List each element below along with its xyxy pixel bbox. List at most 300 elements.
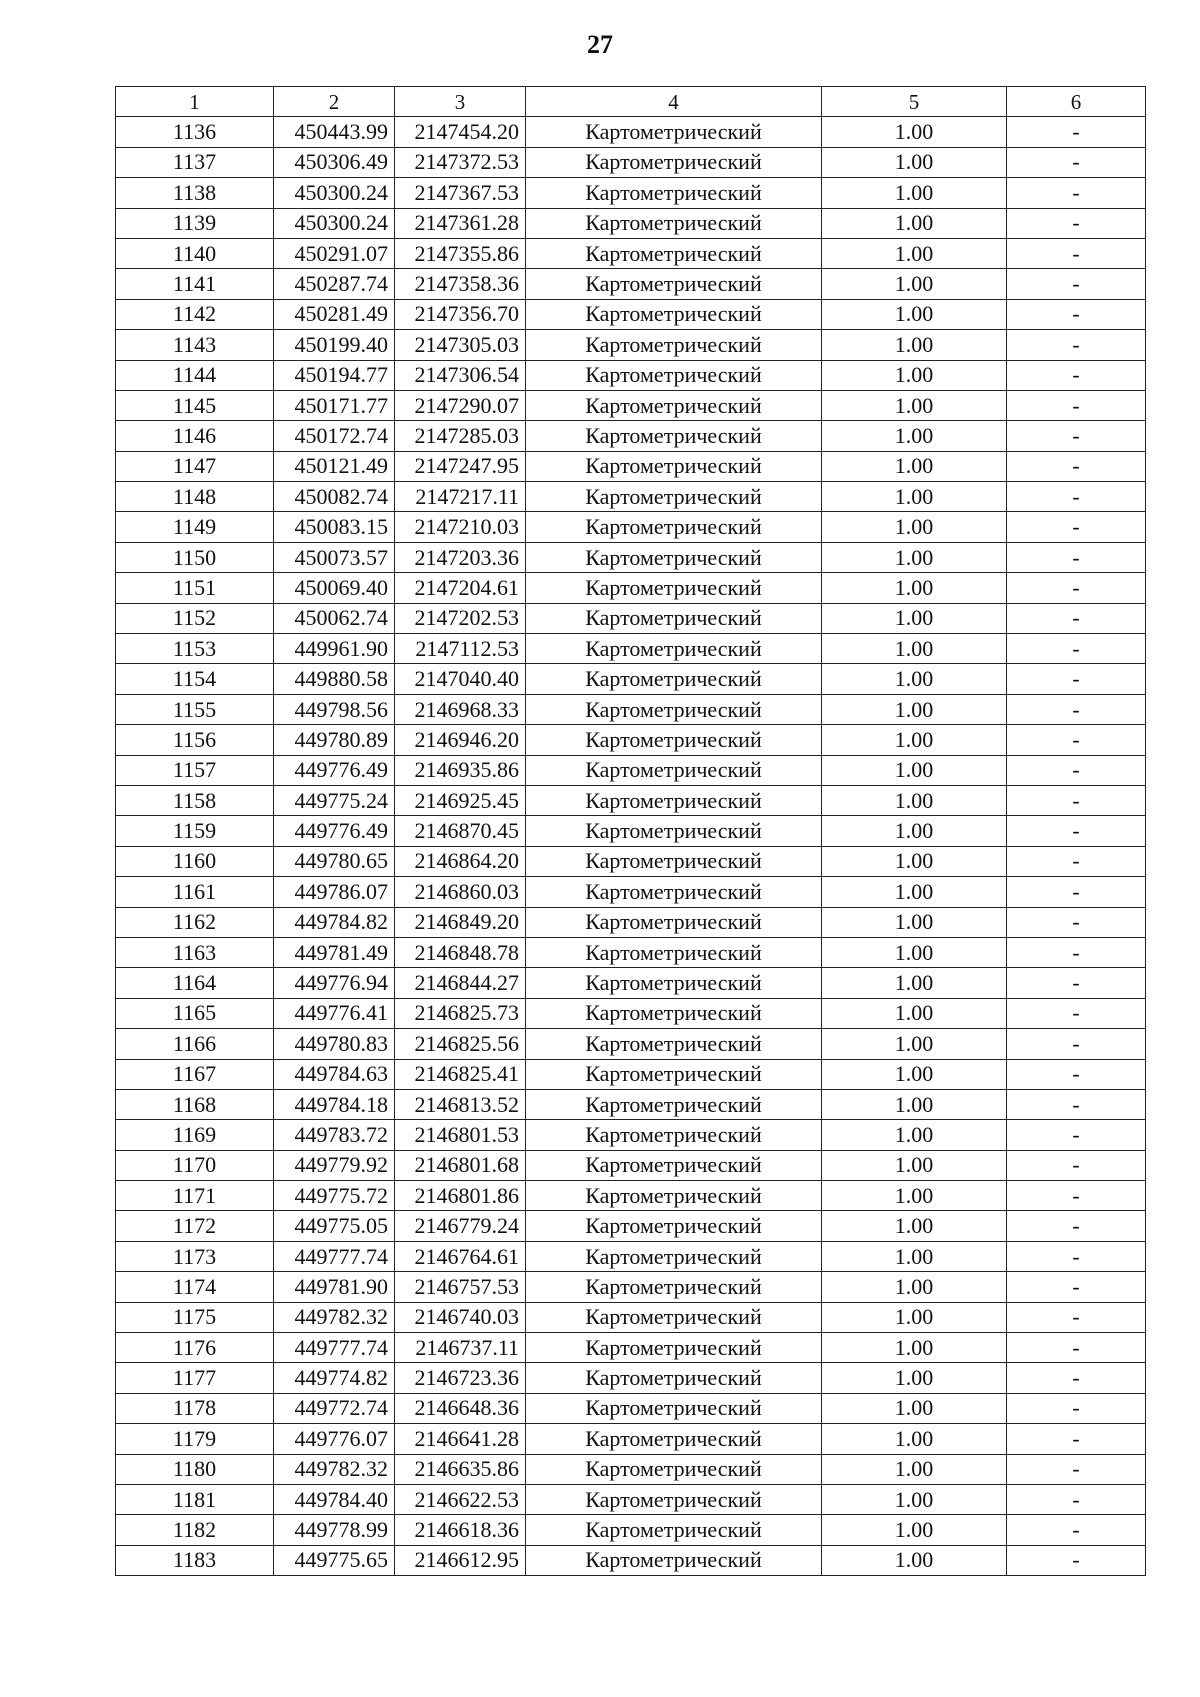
table-row	[116, 1272, 1146, 1302]
y-coordinate-cell: 2146813.52	[395, 1089, 526, 1119]
description-cell: -	[1007, 907, 1146, 937]
y-coordinate-cell: 2146801.86	[395, 1181, 526, 1211]
x-coordinate-cell: 449776.49	[274, 816, 395, 846]
method-cell: Картометрический	[526, 1302, 822, 1332]
table-row	[116, 299, 1146, 329]
table-row	[116, 968, 1146, 998]
method-cell: Картометрический	[526, 451, 822, 481]
table-header	[116, 87, 1146, 117]
y-coordinate-cell: 2147285.03	[395, 421, 526, 451]
accuracy-cell: 1.00	[822, 1484, 1007, 1514]
table-row	[116, 1150, 1146, 1180]
accuracy-cell: 1.00	[822, 907, 1007, 937]
method-cell: Картометрический	[526, 1211, 822, 1241]
table-row	[116, 178, 1146, 208]
table-row	[116, 147, 1146, 177]
method-cell: Картометрический	[526, 725, 822, 755]
y-coordinate-cell: 2146946.20	[395, 725, 526, 755]
y-coordinate-cell: 2147372.53	[395, 147, 526, 177]
x-coordinate-cell: 449775.65	[274, 1545, 395, 1575]
accuracy-cell: 1.00	[822, 482, 1007, 512]
column-header-1: 1	[116, 87, 274, 117]
point-number-cell: 1176	[116, 1333, 274, 1363]
accuracy-cell: 1.00	[822, 238, 1007, 268]
y-coordinate-cell: 2147358.36	[395, 269, 526, 299]
x-coordinate-cell: 449782.32	[274, 1302, 395, 1332]
y-coordinate-cell: 2146723.36	[395, 1363, 526, 1393]
table-row	[116, 937, 1146, 967]
description-cell: -	[1007, 785, 1146, 815]
point-number-cell: 1156	[116, 725, 274, 755]
y-coordinate-cell: 2146825.56	[395, 1029, 526, 1059]
table-row	[116, 1545, 1146, 1575]
accuracy-cell: 1.00	[822, 634, 1007, 664]
table-row	[116, 1454, 1146, 1484]
point-number-cell: 1153	[116, 634, 274, 664]
y-coordinate-cell: 2147247.95	[395, 451, 526, 481]
point-number-cell: 1181	[116, 1484, 274, 1514]
description-cell: -	[1007, 1484, 1146, 1514]
point-number-cell: 1183	[116, 1545, 274, 1575]
coordinates-table	[115, 86, 1146, 1576]
x-coordinate-cell: 450073.57	[274, 542, 395, 572]
point-number-cell: 1172	[116, 1211, 274, 1241]
method-cell: Картометрический	[526, 1393, 822, 1423]
method-cell: Картометрический	[526, 1181, 822, 1211]
point-number-cell: 1180	[116, 1454, 274, 1484]
y-coordinate-cell: 2147305.03	[395, 330, 526, 360]
method-cell: Картометрический	[526, 877, 822, 907]
description-cell: -	[1007, 1333, 1146, 1363]
point-number-cell: 1159	[116, 816, 274, 846]
accuracy-cell: 1.00	[822, 877, 1007, 907]
x-coordinate-cell: 450082.74	[274, 482, 395, 512]
x-coordinate-cell: 450306.49	[274, 147, 395, 177]
accuracy-cell: 1.00	[822, 937, 1007, 967]
y-coordinate-cell: 2146757.53	[395, 1272, 526, 1302]
description-cell: -	[1007, 1302, 1146, 1332]
x-coordinate-cell: 450281.49	[274, 299, 395, 329]
accuracy-cell: 1.00	[822, 603, 1007, 633]
description-cell: -	[1007, 1424, 1146, 1454]
y-coordinate-cell: 2147204.61	[395, 573, 526, 603]
x-coordinate-cell: 450194.77	[274, 360, 395, 390]
column-header-3: 3	[395, 87, 526, 117]
point-number-cell: 1151	[116, 573, 274, 603]
y-coordinate-cell: 2147112.53	[395, 634, 526, 664]
accuracy-cell: 1.00	[822, 1302, 1007, 1332]
method-cell: Картометрический	[526, 512, 822, 542]
point-number-cell: 1157	[116, 755, 274, 785]
method-cell: Картометрический	[526, 1150, 822, 1180]
x-coordinate-cell: 449783.72	[274, 1120, 395, 1150]
accuracy-cell: 1.00	[822, 785, 1007, 815]
x-coordinate-cell: 449784.82	[274, 907, 395, 937]
description-cell: -	[1007, 1545, 1146, 1575]
description-cell: -	[1007, 998, 1146, 1028]
y-coordinate-cell: 2147217.11	[395, 482, 526, 512]
accuracy-cell: 1.00	[822, 1272, 1007, 1302]
accuracy-cell: 1.00	[822, 421, 1007, 451]
y-coordinate-cell: 2147356.70	[395, 299, 526, 329]
table-row	[116, 1059, 1146, 1089]
point-number-cell: 1182	[116, 1515, 274, 1545]
y-coordinate-cell: 2147202.53	[395, 603, 526, 633]
description-cell: -	[1007, 1515, 1146, 1545]
x-coordinate-cell: 450300.24	[274, 208, 395, 238]
method-cell: Картометрический	[526, 1545, 822, 1575]
table-row	[116, 1089, 1146, 1119]
method-cell: Картометрический	[526, 1484, 822, 1514]
method-cell: Картометрический	[526, 238, 822, 268]
description-cell: -	[1007, 1393, 1146, 1423]
x-coordinate-cell: 449784.40	[274, 1484, 395, 1514]
method-cell: Картометрический	[526, 846, 822, 876]
method-cell: Картометрический	[526, 785, 822, 815]
method-cell: Картометрический	[526, 178, 822, 208]
description-cell: -	[1007, 664, 1146, 694]
accuracy-cell: 1.00	[822, 451, 1007, 481]
table-row	[116, 1029, 1146, 1059]
table-row	[116, 117, 1146, 147]
accuracy-cell: 1.00	[822, 1211, 1007, 1241]
description-cell: -	[1007, 1211, 1146, 1241]
description-cell: -	[1007, 178, 1146, 208]
description-cell: -	[1007, 877, 1146, 907]
description-cell: -	[1007, 238, 1146, 268]
x-coordinate-cell: 449777.74	[274, 1241, 395, 1271]
y-coordinate-cell: 2146844.27	[395, 968, 526, 998]
method-cell: Картометрический	[526, 1272, 822, 1302]
description-cell: -	[1007, 634, 1146, 664]
x-coordinate-cell: 449776.94	[274, 968, 395, 998]
method-cell: Картометрический	[526, 269, 822, 299]
x-coordinate-cell: 449778.99	[274, 1515, 395, 1545]
method-cell: Картометрический	[526, 816, 822, 846]
accuracy-cell: 1.00	[822, 269, 1007, 299]
method-cell: Картометрический	[526, 208, 822, 238]
method-cell: Картометрический	[526, 664, 822, 694]
y-coordinate-cell: 2146635.86	[395, 1454, 526, 1484]
accuracy-cell: 1.00	[822, 1181, 1007, 1211]
x-coordinate-cell: 450300.24	[274, 178, 395, 208]
accuracy-cell: 1.00	[822, 178, 1007, 208]
description-cell: -	[1007, 330, 1146, 360]
description-cell: -	[1007, 694, 1146, 724]
accuracy-cell: 1.00	[822, 512, 1007, 542]
accuracy-cell: 1.00	[822, 573, 1007, 603]
table-row	[116, 634, 1146, 664]
accuracy-cell: 1.00	[822, 1363, 1007, 1393]
y-coordinate-cell: 2147355.86	[395, 238, 526, 268]
accuracy-cell: 1.00	[822, 725, 1007, 755]
method-cell: Картометрический	[526, 1515, 822, 1545]
method-cell: Картометрический	[526, 482, 822, 512]
method-cell: Картометрический	[526, 1454, 822, 1484]
method-cell: Картометрический	[526, 360, 822, 390]
description-cell: -	[1007, 1120, 1146, 1150]
point-number-cell: 1142	[116, 299, 274, 329]
column-header-6: 6	[1007, 87, 1146, 117]
point-number-cell: 1140	[116, 238, 274, 268]
point-number-cell: 1165	[116, 998, 274, 1028]
accuracy-cell: 1.00	[822, 664, 1007, 694]
accuracy-cell: 1.00	[822, 1029, 1007, 1059]
accuracy-cell: 1.00	[822, 998, 1007, 1028]
description-cell: -	[1007, 1029, 1146, 1059]
description-cell: -	[1007, 1454, 1146, 1484]
accuracy-cell: 1.00	[822, 755, 1007, 785]
y-coordinate-cell: 2146618.36	[395, 1515, 526, 1545]
table-row	[116, 269, 1146, 299]
x-coordinate-cell: 450121.49	[274, 451, 395, 481]
description-cell: -	[1007, 1241, 1146, 1271]
point-number-cell: 1137	[116, 147, 274, 177]
point-number-cell: 1178	[116, 1393, 274, 1423]
point-number-cell: 1164	[116, 968, 274, 998]
description-cell: -	[1007, 1272, 1146, 1302]
column-header-2: 2	[274, 87, 395, 117]
method-cell: Картометрический	[526, 907, 822, 937]
accuracy-cell: 1.00	[822, 299, 1007, 329]
y-coordinate-cell: 2147040.40	[395, 664, 526, 694]
point-number-cell: 1158	[116, 785, 274, 815]
table-row	[116, 1333, 1146, 1363]
x-coordinate-cell: 450069.40	[274, 573, 395, 603]
x-coordinate-cell: 450199.40	[274, 330, 395, 360]
x-coordinate-cell: 449781.90	[274, 1272, 395, 1302]
table-body	[116, 117, 1146, 1576]
point-number-cell: 1160	[116, 846, 274, 876]
x-coordinate-cell: 450291.07	[274, 238, 395, 268]
method-cell: Картометрический	[526, 1029, 822, 1059]
point-number-cell: 1152	[116, 603, 274, 633]
point-number-cell: 1141	[116, 269, 274, 299]
table-row	[116, 1181, 1146, 1211]
table-row	[116, 1120, 1146, 1150]
accuracy-cell: 1.00	[822, 117, 1007, 147]
description-cell: -	[1007, 117, 1146, 147]
x-coordinate-cell: 449779.92	[274, 1150, 395, 1180]
accuracy-cell: 1.00	[822, 1241, 1007, 1271]
x-coordinate-cell: 449782.32	[274, 1454, 395, 1484]
x-coordinate-cell: 449776.41	[274, 998, 395, 1028]
table-row	[116, 755, 1146, 785]
point-number-cell: 1163	[116, 937, 274, 967]
accuracy-cell: 1.00	[822, 1150, 1007, 1180]
point-number-cell: 1148	[116, 482, 274, 512]
x-coordinate-cell: 449776.07	[274, 1424, 395, 1454]
table-row	[116, 1363, 1146, 1393]
table-row	[116, 238, 1146, 268]
method-cell: Картометрический	[526, 1424, 822, 1454]
point-number-cell: 1154	[116, 664, 274, 694]
point-number-cell: 1143	[116, 330, 274, 360]
x-coordinate-cell: 449961.90	[274, 634, 395, 664]
description-cell: -	[1007, 208, 1146, 238]
table-row	[116, 421, 1146, 451]
x-coordinate-cell: 449780.83	[274, 1029, 395, 1059]
description-cell: -	[1007, 390, 1146, 420]
y-coordinate-cell: 2146825.41	[395, 1059, 526, 1089]
column-header-4: 4	[526, 87, 822, 117]
accuracy-cell: 1.00	[822, 1545, 1007, 1575]
accuracy-cell: 1.00	[822, 1333, 1007, 1363]
description-cell: -	[1007, 1181, 1146, 1211]
table-row	[116, 1302, 1146, 1332]
x-coordinate-cell: 449777.74	[274, 1333, 395, 1363]
y-coordinate-cell: 2147361.28	[395, 208, 526, 238]
point-number-cell: 1177	[116, 1363, 274, 1393]
point-number-cell: 1169	[116, 1120, 274, 1150]
description-cell: -	[1007, 1150, 1146, 1180]
method-cell: Картометрический	[526, 968, 822, 998]
accuracy-cell: 1.00	[822, 147, 1007, 177]
description-cell: -	[1007, 269, 1146, 299]
y-coordinate-cell: 2147203.36	[395, 542, 526, 572]
point-number-cell: 1161	[116, 877, 274, 907]
accuracy-cell: 1.00	[822, 208, 1007, 238]
x-coordinate-cell: 450443.99	[274, 117, 395, 147]
x-coordinate-cell: 449775.05	[274, 1211, 395, 1241]
method-cell: Картометрический	[526, 117, 822, 147]
method-cell: Картометрический	[526, 937, 822, 967]
y-coordinate-cell: 2146737.11	[395, 1333, 526, 1363]
x-coordinate-cell: 449784.63	[274, 1059, 395, 1089]
x-coordinate-cell: 449775.24	[274, 785, 395, 815]
x-coordinate-cell: 449781.49	[274, 937, 395, 967]
y-coordinate-cell: 2146779.24	[395, 1211, 526, 1241]
table-row	[116, 846, 1146, 876]
method-cell: Картометрический	[526, 1059, 822, 1089]
table-row	[116, 1515, 1146, 1545]
accuracy-cell: 1.00	[822, 1393, 1007, 1423]
point-number-cell: 1146	[116, 421, 274, 451]
description-cell: -	[1007, 968, 1146, 998]
x-coordinate-cell: 449780.65	[274, 846, 395, 876]
table-row	[116, 603, 1146, 633]
accuracy-cell: 1.00	[822, 1120, 1007, 1150]
method-cell: Картометрический	[526, 147, 822, 177]
point-number-cell: 1136	[116, 117, 274, 147]
y-coordinate-cell: 2147454.20	[395, 117, 526, 147]
point-number-cell: 1138	[116, 178, 274, 208]
point-number-cell: 1147	[116, 451, 274, 481]
y-coordinate-cell: 2146860.03	[395, 877, 526, 907]
point-number-cell: 1144	[116, 360, 274, 390]
table-row	[116, 816, 1146, 846]
point-number-cell: 1170	[116, 1150, 274, 1180]
description-cell: -	[1007, 1089, 1146, 1119]
y-coordinate-cell: 2146849.20	[395, 907, 526, 937]
table-row	[116, 664, 1146, 694]
description-cell: -	[1007, 147, 1146, 177]
method-cell: Картометрический	[526, 634, 822, 664]
table-row	[116, 998, 1146, 1028]
x-coordinate-cell: 449798.56	[274, 694, 395, 724]
accuracy-cell: 1.00	[822, 390, 1007, 420]
y-coordinate-cell: 2146864.20	[395, 846, 526, 876]
table-row	[116, 877, 1146, 907]
x-coordinate-cell: 449780.89	[274, 725, 395, 755]
method-cell: Картометрический	[526, 1089, 822, 1119]
description-cell: -	[1007, 1363, 1146, 1393]
table-row	[116, 1241, 1146, 1271]
accuracy-cell: 1.00	[822, 330, 1007, 360]
x-coordinate-cell: 450172.74	[274, 421, 395, 451]
description-cell: -	[1007, 482, 1146, 512]
point-number-cell: 1167	[116, 1059, 274, 1089]
method-cell: Картометрический	[526, 573, 822, 603]
method-cell: Картометрический	[526, 603, 822, 633]
description-cell: -	[1007, 360, 1146, 390]
x-coordinate-cell: 449880.58	[274, 664, 395, 694]
table-row	[116, 1393, 1146, 1423]
description-cell: -	[1007, 1059, 1146, 1089]
method-cell: Картометрический	[526, 694, 822, 724]
point-number-cell: 1145	[116, 390, 274, 420]
table-row	[116, 482, 1146, 512]
x-coordinate-cell: 449772.74	[274, 1393, 395, 1423]
y-coordinate-cell: 2146622.53	[395, 1484, 526, 1514]
table-row	[116, 390, 1146, 420]
y-coordinate-cell: 2146801.68	[395, 1150, 526, 1180]
table-row	[116, 542, 1146, 572]
y-coordinate-cell: 2146648.36	[395, 1393, 526, 1423]
table-row	[116, 1424, 1146, 1454]
y-coordinate-cell: 2147290.07	[395, 390, 526, 420]
accuracy-cell: 1.00	[822, 1059, 1007, 1089]
y-coordinate-cell: 2146740.03	[395, 1302, 526, 1332]
table-row	[116, 330, 1146, 360]
y-coordinate-cell: 2147210.03	[395, 512, 526, 542]
y-coordinate-cell: 2146935.86	[395, 755, 526, 785]
y-coordinate-cell: 2146968.33	[395, 694, 526, 724]
y-coordinate-cell: 2146825.73	[395, 998, 526, 1028]
description-cell: -	[1007, 725, 1146, 755]
x-coordinate-cell: 449786.07	[274, 877, 395, 907]
page-number: 27	[587, 30, 613, 59]
description-cell: -	[1007, 937, 1146, 967]
method-cell: Картометрический	[526, 755, 822, 785]
point-number-cell: 1139	[116, 208, 274, 238]
point-number-cell: 1171	[116, 1181, 274, 1211]
y-coordinate-cell: 2146641.28	[395, 1424, 526, 1454]
description-cell: -	[1007, 816, 1146, 846]
method-cell: Картометрический	[526, 390, 822, 420]
description-cell: -	[1007, 421, 1146, 451]
table-row	[116, 907, 1146, 937]
x-coordinate-cell: 450287.74	[274, 269, 395, 299]
method-cell: Картометрический	[526, 421, 822, 451]
table-row	[116, 785, 1146, 815]
method-cell: Картометрический	[526, 1241, 822, 1271]
description-cell: -	[1007, 603, 1146, 633]
accuracy-cell: 1.00	[822, 1089, 1007, 1119]
table-row	[116, 512, 1146, 542]
point-number-cell: 1166	[116, 1029, 274, 1059]
table-row	[116, 573, 1146, 603]
point-number-cell: 1173	[116, 1241, 274, 1271]
accuracy-cell: 1.00	[822, 1515, 1007, 1545]
accuracy-cell: 1.00	[822, 968, 1007, 998]
point-number-cell: 1162	[116, 907, 274, 937]
method-cell: Картометрический	[526, 299, 822, 329]
accuracy-cell: 1.00	[822, 542, 1007, 572]
accuracy-cell: 1.00	[822, 1424, 1007, 1454]
method-cell: Картометрический	[526, 330, 822, 360]
x-coordinate-cell: 449774.82	[274, 1363, 395, 1393]
